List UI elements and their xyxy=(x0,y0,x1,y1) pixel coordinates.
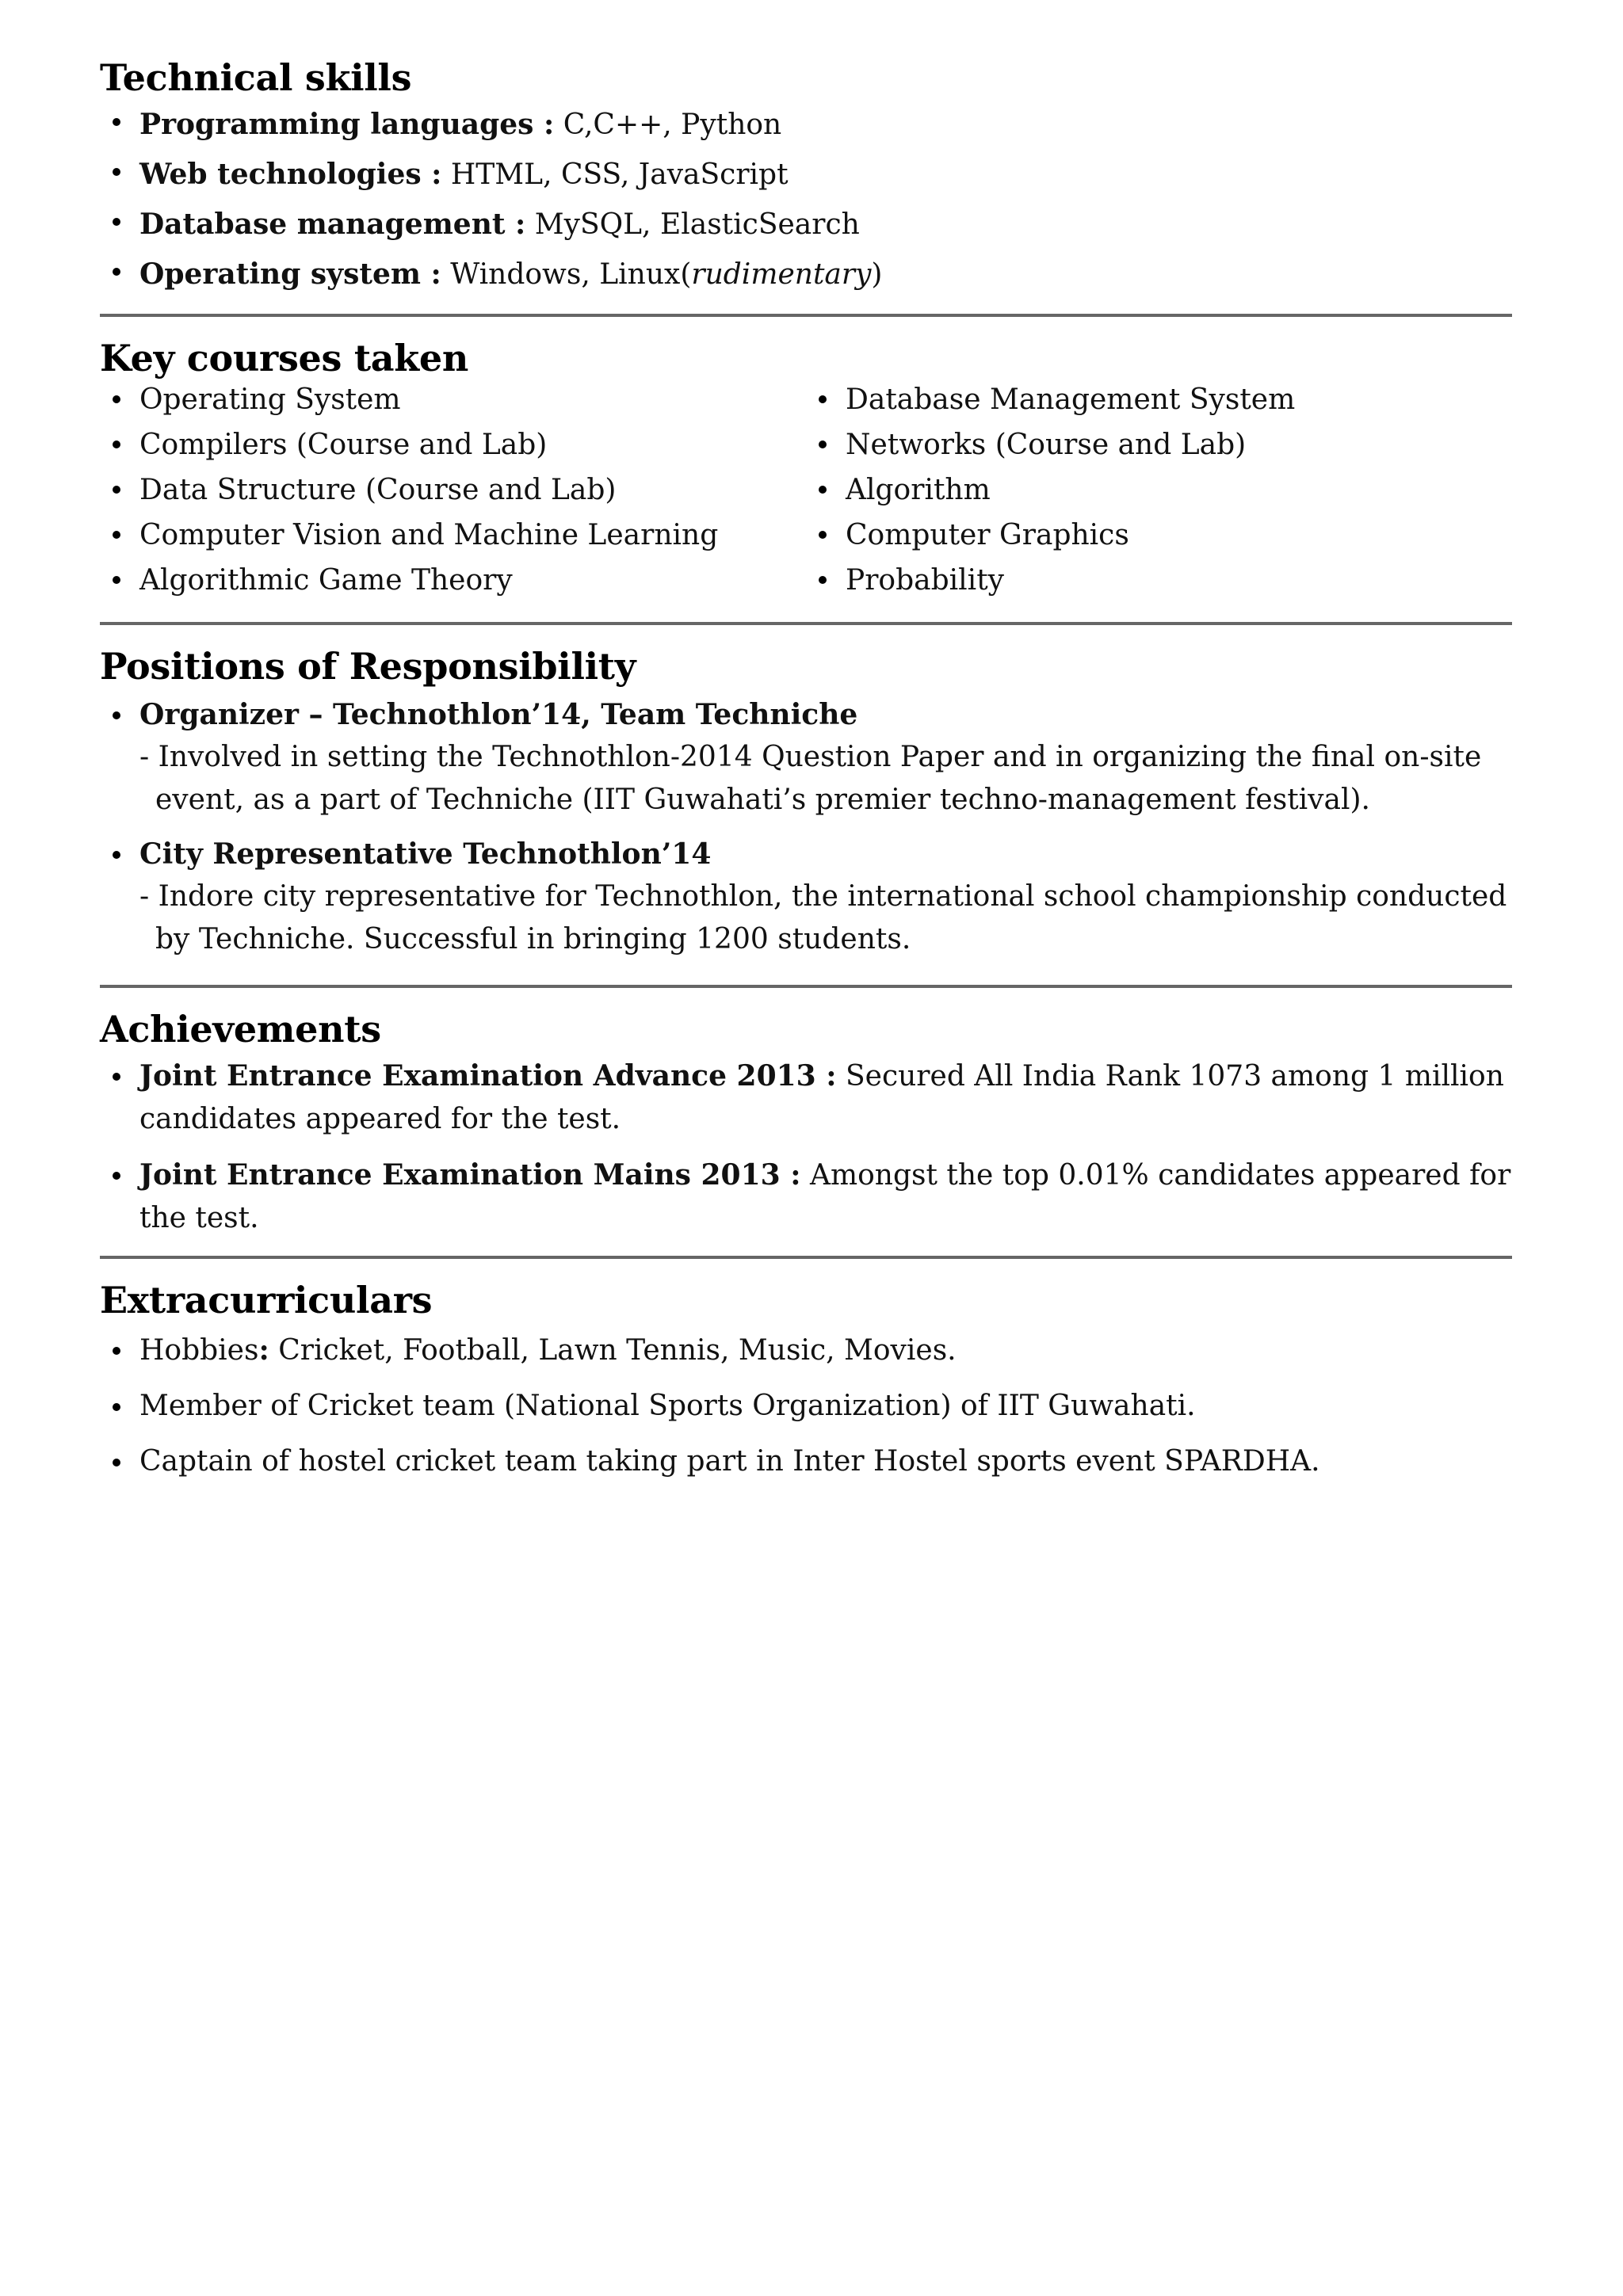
skill-value-close: ) xyxy=(871,258,883,291)
section-title-extracurriculars: Extracurriculars xyxy=(100,1279,433,1322)
skill-value: Windows, Linux( xyxy=(441,258,692,291)
list-item xyxy=(139,1329,1512,1372)
hobbies-value: Cricket, Football, Lawn Tennis, Music, Movies. xyxy=(269,1334,957,1367)
achievement-label: Joint Entrance Examination Advance 2013 : xyxy=(139,1059,837,1093)
positions-section xyxy=(100,641,1512,961)
extracurriculars-list xyxy=(139,1329,1512,1483)
list-item: Captain of hostel cricket team taking part in Inter Hostel sports event SPARDHA. xyxy=(139,1440,1512,1483)
skill-label: Programming languages : xyxy=(139,108,555,141)
achievement-label: Joint Entrance Examination Mains 2013 : xyxy=(139,1158,801,1192)
skill-label: Web technologies : xyxy=(139,158,442,191)
key-courses-section xyxy=(100,333,1512,603)
list-item: Operating System xyxy=(139,377,806,422)
courses-left-list xyxy=(139,377,806,603)
list-item: Algorithmic Game Theory xyxy=(139,558,806,603)
skill-label: Operating system : xyxy=(139,257,441,291)
list-item: Networks (Course and Lab) xyxy=(846,422,1512,467)
list-item xyxy=(139,1055,1512,1141)
achievement-value: Amongst the top 0.01% candidates appeared for the test. xyxy=(139,1159,1511,1234)
list-item xyxy=(139,250,1512,299)
position-heading: Organizer – Technothlon’14, Team Techniche xyxy=(139,698,858,731)
skill-value-italic: rudimentary xyxy=(691,258,872,291)
extracurriculars-section xyxy=(100,1275,1512,1483)
courses-columns xyxy=(100,377,1512,603)
skill-label: Database management : xyxy=(139,208,526,241)
position-heading: City Representative Technothlon’14 xyxy=(139,837,712,871)
positions-list xyxy=(139,693,1512,961)
achievements-list xyxy=(139,1055,1512,1240)
section-title-key-courses: Key courses taken xyxy=(100,337,468,379)
list-item xyxy=(139,833,1512,961)
technical-skills-section xyxy=(100,52,1512,299)
skill-value: MySQL, ElasticSearch xyxy=(525,208,860,241)
list-item: Algorithm xyxy=(846,467,1512,513)
list-item: Data Structure (Course and Lab) xyxy=(139,467,806,513)
list-item: Computer Graphics xyxy=(846,513,1512,558)
achievement-value: Secured All India Rank 1073 among 1 million candidates appeared for the test. xyxy=(139,1060,1504,1135)
hobbies-label: Hobbies xyxy=(139,1334,259,1367)
skills-list xyxy=(139,100,1512,299)
list-item xyxy=(139,1154,1512,1240)
skill-value: HTML, CSS, JavaScript xyxy=(441,158,789,191)
list-item: Database Management System xyxy=(846,377,1512,422)
list-item: Computer Vision and Machine Learning xyxy=(139,513,806,558)
section-title-technical-skills: Technical skills xyxy=(100,56,412,99)
list-item: Compilers (Course and Lab) xyxy=(139,422,806,467)
hobbies-colon: : xyxy=(258,1333,269,1367)
resume-page xyxy=(100,52,1512,1496)
list-item xyxy=(139,150,1512,200)
list-item xyxy=(139,200,1512,250)
list-item: Probability xyxy=(846,558,1512,603)
position-description: - Involved in setting the Technothlon-2014 Question Paper and in organizing the final on-site event, as a part of Techniche (IIT Guwahati’s premier techno-management festival). xyxy=(139,741,1482,816)
section-title-positions: Positions of Responsibility xyxy=(100,645,636,688)
section-title-achievements: Achievements xyxy=(100,1008,381,1051)
achievements-section xyxy=(100,1004,1512,1240)
list-item xyxy=(139,100,1512,150)
skill-value: C,C++, Python xyxy=(554,109,782,141)
list-item: Member of Cricket team (National Sports Organization) of IIT Guwahati. xyxy=(139,1385,1512,1428)
courses-right-list xyxy=(846,377,1512,603)
position-description: - Indore city representative for Technothlon, the international school championship conducted by Techniche. Successful in bringing 1200 students. xyxy=(139,880,1507,955)
list-item xyxy=(139,693,1512,822)
